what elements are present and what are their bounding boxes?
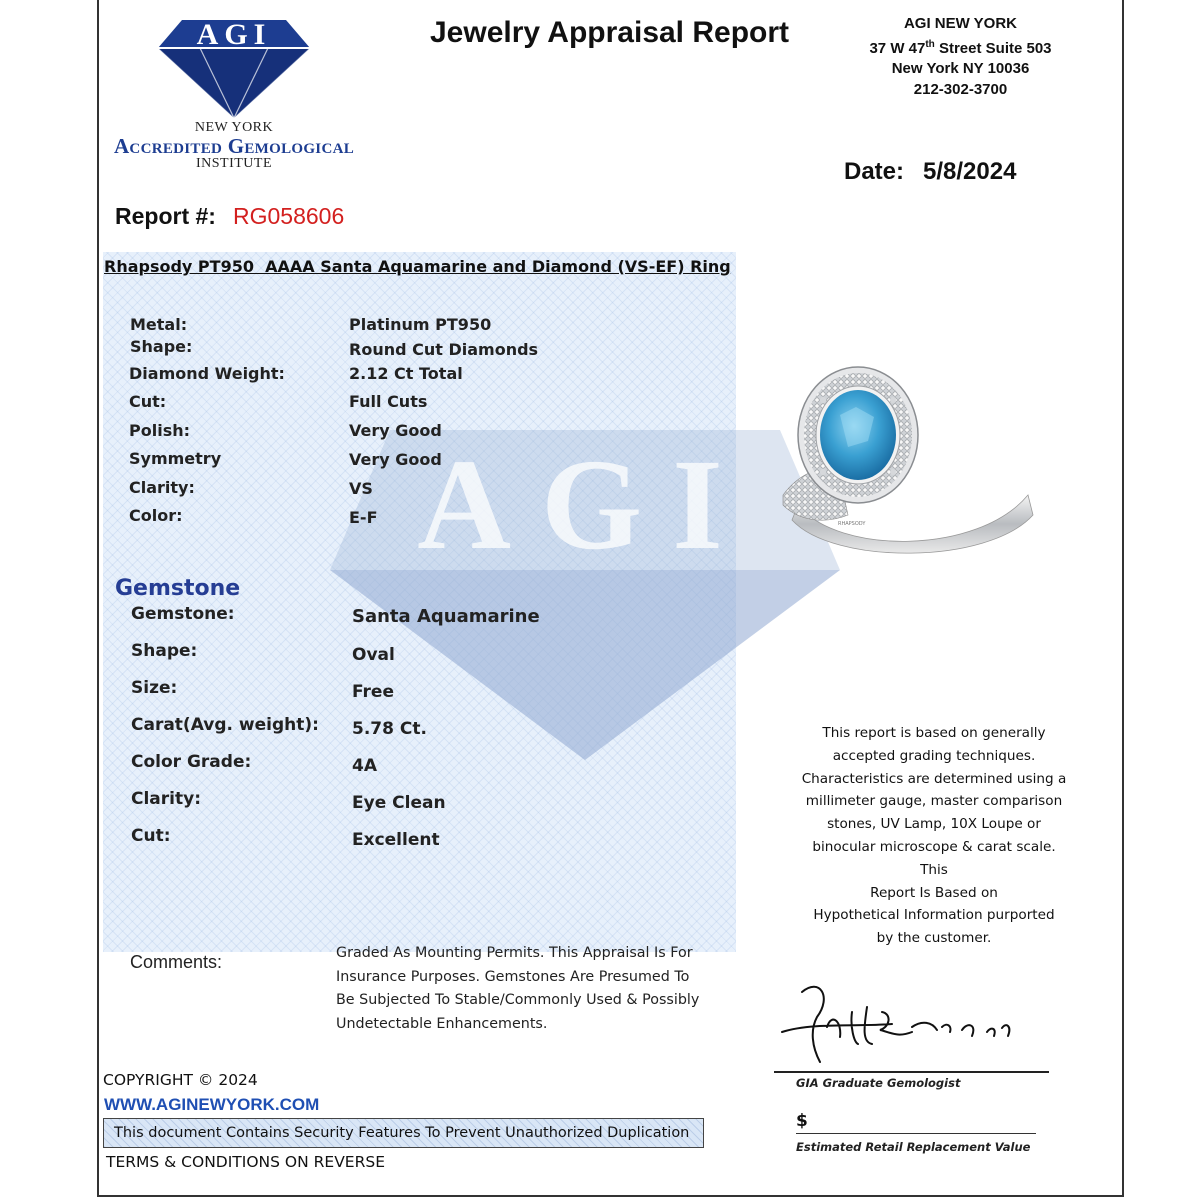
cut-label: Cut:: [129, 392, 167, 411]
gemstone-label: Gemstone:: [131, 604, 235, 624]
retail-value-symbol: $: [796, 1111, 808, 1131]
cut-value: Full Cuts: [349, 392, 428, 411]
grading-disclaimer: This report is based on generally accepted grading techniques. Characteristics are determined using a millimeter gauge, master comparison stones, UV Lamp, 10X Loupe or binocular microscope & carat scale. This Report Is Based on Hypothetical Information purported by the customer.: [801, 725, 1067, 947]
ring-title: Rhapsody PT950 AAAA Santa Aquamarine and Diamond (VS-EF) Ring: [104, 257, 731, 276]
security-notice: This document Contains Security Features To Prevent Unauthorized Duplication: [103, 1118, 704, 1148]
company-address: [858, 14, 1063, 100]
date-label: Date:: [844, 158, 905, 185]
gem-clarity-label: Clarity:: [131, 789, 201, 809]
logo-line-accredited: Accredited Gemological: [113, 134, 355, 158]
gem-color-grade-label: Color Grade:: [131, 752, 252, 772]
polish-label: Polish:: [129, 421, 190, 440]
retail-value-caption: Estimated Retail Replacement Value: [796, 1140, 1031, 1154]
agi-logo: [100, 10, 368, 175]
date-value: 5/8/2024: [923, 158, 1017, 185]
terms-notice: TERMS & CONDITIONS ON REVERSE: [106, 1153, 385, 1171]
symmetry-label: Symmetry: [129, 449, 222, 468]
comments-label: Comments:: [130, 952, 223, 972]
ring-engraving: RHAPSODY: [838, 521, 866, 527]
company-phone: 212-302-3700: [913, 80, 1008, 98]
gemstone-value: Santa Aquamarine: [352, 606, 540, 627]
gem-clarity-value: Eye Clean: [352, 793, 446, 813]
company-name: AGI NEW YORK: [903, 15, 1018, 32]
gem-cut-label: Cut:: [131, 826, 171, 846]
shape-value: Round Cut Diamonds: [349, 340, 539, 359]
shape-label: Shape:: [130, 337, 193, 356]
diamond-weight-value: 2.12 Ct Total: [349, 364, 463, 383]
retail-value-line: [796, 1133, 1036, 1134]
metal-label: Metal:: [130, 315, 188, 334]
metal-value: Platinum PT950: [349, 315, 492, 334]
gem-carat-label: Carat(Avg. weight):: [131, 715, 319, 735]
agi-watermark: [330, 430, 840, 760]
logo-letters: AGI: [196, 18, 272, 51]
gem-cut-value: Excellent: [352, 830, 440, 850]
report-number-value: RG058606: [233, 203, 345, 229]
gem-size-label: Size:: [131, 678, 178, 698]
color-label: Color:: [129, 506, 183, 525]
gemstone-heading: Gemstone: [115, 576, 241, 601]
copyright: COPYRIGHT © 2024: [103, 1071, 258, 1089]
signature-line: [774, 1071, 1049, 1073]
company-street: 37 W 47th Street Suite 503: [869, 38, 1052, 57]
diamond-logo-icon: [100, 10, 368, 122]
company-city: New York NY 10036: [891, 60, 1030, 77]
report-title: Jewelry Appraisal Report: [430, 16, 790, 49]
logo-line-new-york: NEW YORK: [194, 120, 274, 135]
website-link[interactable]: WWW.AGINEWYORK.COM: [104, 1095, 320, 1114]
ring-photo: [778, 355, 1043, 555]
report-number-label: Report #:: [115, 203, 216, 229]
gem-size-value: Free: [352, 682, 394, 702]
gem-carat-value: 5.78 Ct.: [352, 719, 427, 739]
gem-shape-label: Shape:: [131, 641, 198, 661]
comments-text: Graded As Mounting Permits. This Appraisal Is For Insurance Purposes. Gemstones Are Presumed To Be Subjected To Stable/Commonly Used & Possibly Undetectable Enhancements.: [336, 945, 700, 1032]
diamond-weight-label: Diamond Weight:: [129, 364, 285, 383]
symmetry-value: Very Good: [349, 450, 442, 469]
gemologist-signature: [772, 972, 1052, 1072]
gem-color-grade-value: 4A: [352, 756, 377, 776]
logo-line-institute: INSTITUTE: [195, 156, 273, 171]
gem-shape-value: Oval: [352, 645, 395, 665]
watermark-text: AGI: [417, 433, 753, 577]
signature-caption: GIA Graduate Gemologist: [796, 1076, 961, 1090]
clarity-value: VS: [349, 479, 373, 498]
polish-value: Very Good: [349, 421, 442, 440]
clarity-label: Clarity:: [129, 478, 195, 497]
color-value: E-F: [349, 508, 378, 527]
